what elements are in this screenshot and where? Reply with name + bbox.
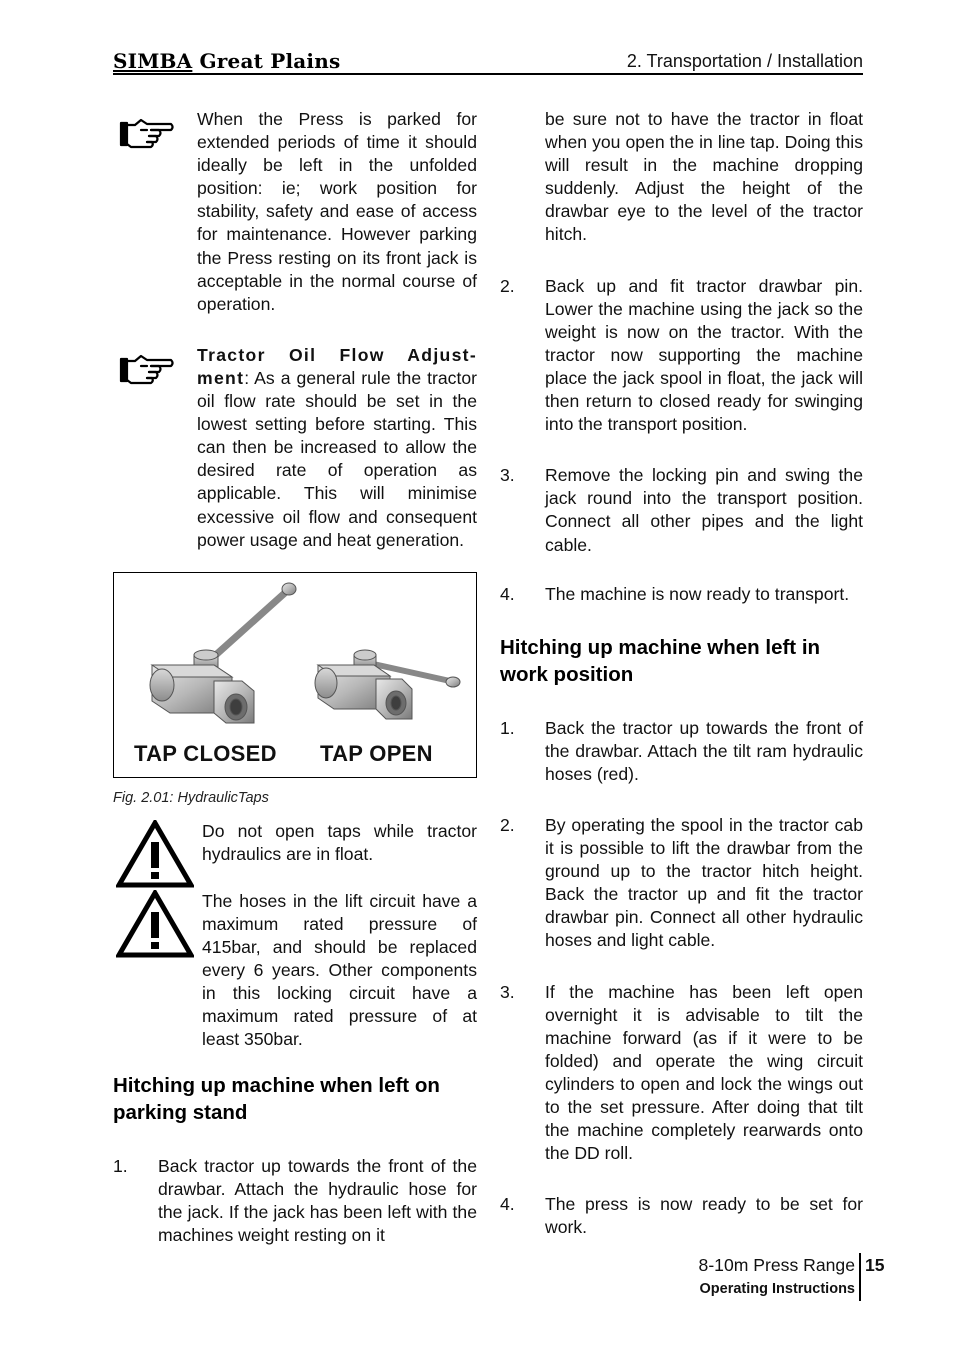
note-oil-flow-lead: Tractor Oil Flow Adjust-ment xyxy=(197,344,477,388)
list-item-number: 1. xyxy=(113,1155,128,1176)
note-oil-flow-body: : As a general rule the tractor oil flow rate should be set in the lowest setting before starting. This can then be increased to allow the desired rate of operation as applicable. This will minimise excessive oil flow and consequent power usage and heat generation. xyxy=(197,367,477,550)
list-item xyxy=(500,814,863,953)
list-item-number: 1. xyxy=(500,717,515,738)
brand-great-plains: Great Plains xyxy=(192,49,341,73)
list-item-number: 2. xyxy=(500,814,515,835)
tap-open-label: TAP OPEN xyxy=(320,740,433,766)
left-column xyxy=(113,108,477,1247)
list-item-number: 4. xyxy=(500,583,515,604)
brand-logo xyxy=(113,49,340,73)
footer-title: 8-10m Press Range xyxy=(698,1255,855,1275)
list-item xyxy=(500,981,863,1166)
tap-closed-label: TAP CLOSED xyxy=(134,740,277,766)
right-column xyxy=(500,108,863,1239)
footer-subtitle: Operating Instructions xyxy=(699,1281,855,1297)
warning-float xyxy=(113,820,477,866)
heading-work-position: Hitching up machine when left in work position xyxy=(500,635,821,687)
header-rule xyxy=(113,73,863,75)
list-item-text: Back up and fit tractor drawbar pin. Lower the machine using the jack so the weight is now on the tractor. With the tractor now supporting the machine place the jack spool in float, the jack will then return to closed ready for swinging into the transport position. xyxy=(545,275,863,435)
list-item xyxy=(500,1193,863,1239)
note-oil-flow xyxy=(113,344,477,552)
list-item-text: Remove the locking pin and swing the jack round into the transport position. Connect all other pipes and the light cable. xyxy=(545,465,863,555)
list-item xyxy=(113,1155,477,1247)
hydraulic-taps-figure xyxy=(113,572,477,778)
list-item-text: Back the tractor up towards the front of the drawbar. Attach the tilt ram hydraulic hoses (red). xyxy=(545,717,863,784)
warning-float-text: Do not open taps while tractor hydraulics are in float. xyxy=(202,820,477,864)
tap-open-valve xyxy=(315,650,460,719)
list-item-number: 4. xyxy=(500,1194,515,1215)
note-parked xyxy=(113,108,477,316)
pointing-hand-icon xyxy=(119,114,175,150)
figure-caption: Fig. 2.01: HydraulicTaps xyxy=(113,789,269,806)
list-item-number: 3. xyxy=(500,465,515,486)
list-item-text: If the machine has been left open overnight it is advisable to tilt the machine forward (as if it were to be folded) and operate the wing circuit cylinders to open and lock the wings out to the set pressure. After doing that tilt the machine completely rearwards onto the DD roll. xyxy=(545,981,863,1164)
list-item xyxy=(500,717,863,786)
pointing-hand-icon xyxy=(119,350,175,386)
brand-simba: SIMBA xyxy=(113,49,193,73)
warning-triangle-icon xyxy=(116,820,194,888)
list-item xyxy=(500,464,863,556)
page-number: 15 xyxy=(865,1255,885,1275)
list-item-text: By operating the spool in the tractor cab it is possible to lift the drawbar from the ground up to the tractor hitch height. Back the tractor up and fit the tractor drawbar pin. Connect all other hydraulic hoses and light cable. xyxy=(545,814,863,951)
list-item xyxy=(500,583,863,606)
warning-pressure-text: The hoses in the lift circuit have a maximum rated pressure of 415bar, and should be replaced every 6 years. Other components in this locking circuit have a maximum rated pressure of at least 350bar. xyxy=(202,890,477,1050)
list-item-continued xyxy=(500,108,863,247)
note-parked-text: When the Press is parked for extended periods of time it should ideally be left in the unfolded position: ie; work position for stability, safety and ease of access for maintenance. However parking the Press resting on its front jack is acceptable in the normal course of operation. xyxy=(197,109,477,314)
section-title: 2. Transportation / Installation xyxy=(626,51,863,71)
tap-closed-valve xyxy=(150,583,296,723)
list-item-text: The machine is now ready to transport. xyxy=(545,583,850,604)
list-item-text: The press is now ready to be set for work. xyxy=(545,1194,863,1238)
footer-divider xyxy=(859,1253,861,1301)
list-item-number: 3. xyxy=(500,981,515,1002)
warning-triangle-icon xyxy=(116,890,194,958)
warning-pressure xyxy=(113,890,477,1052)
list-item-text: Back tractor up towards the front of the drawbar. Attach the hydraulic hose for the jack. If the jack has been left with the machines weight resting on it xyxy=(158,1155,477,1245)
list-item-number: 2. xyxy=(500,275,515,296)
heading-parking-stand: Hitching up machine when left on parking stand xyxy=(113,1073,440,1125)
list-item xyxy=(500,275,863,437)
note-oil-flow-text xyxy=(197,344,477,552)
list-item-text: be sure not to have the tractor in float when you open the in line tap. Doing this will result in the machine dropping suddenly. Adjust the height of the drawbar eye to the level of the tractor hitch. xyxy=(545,109,863,245)
